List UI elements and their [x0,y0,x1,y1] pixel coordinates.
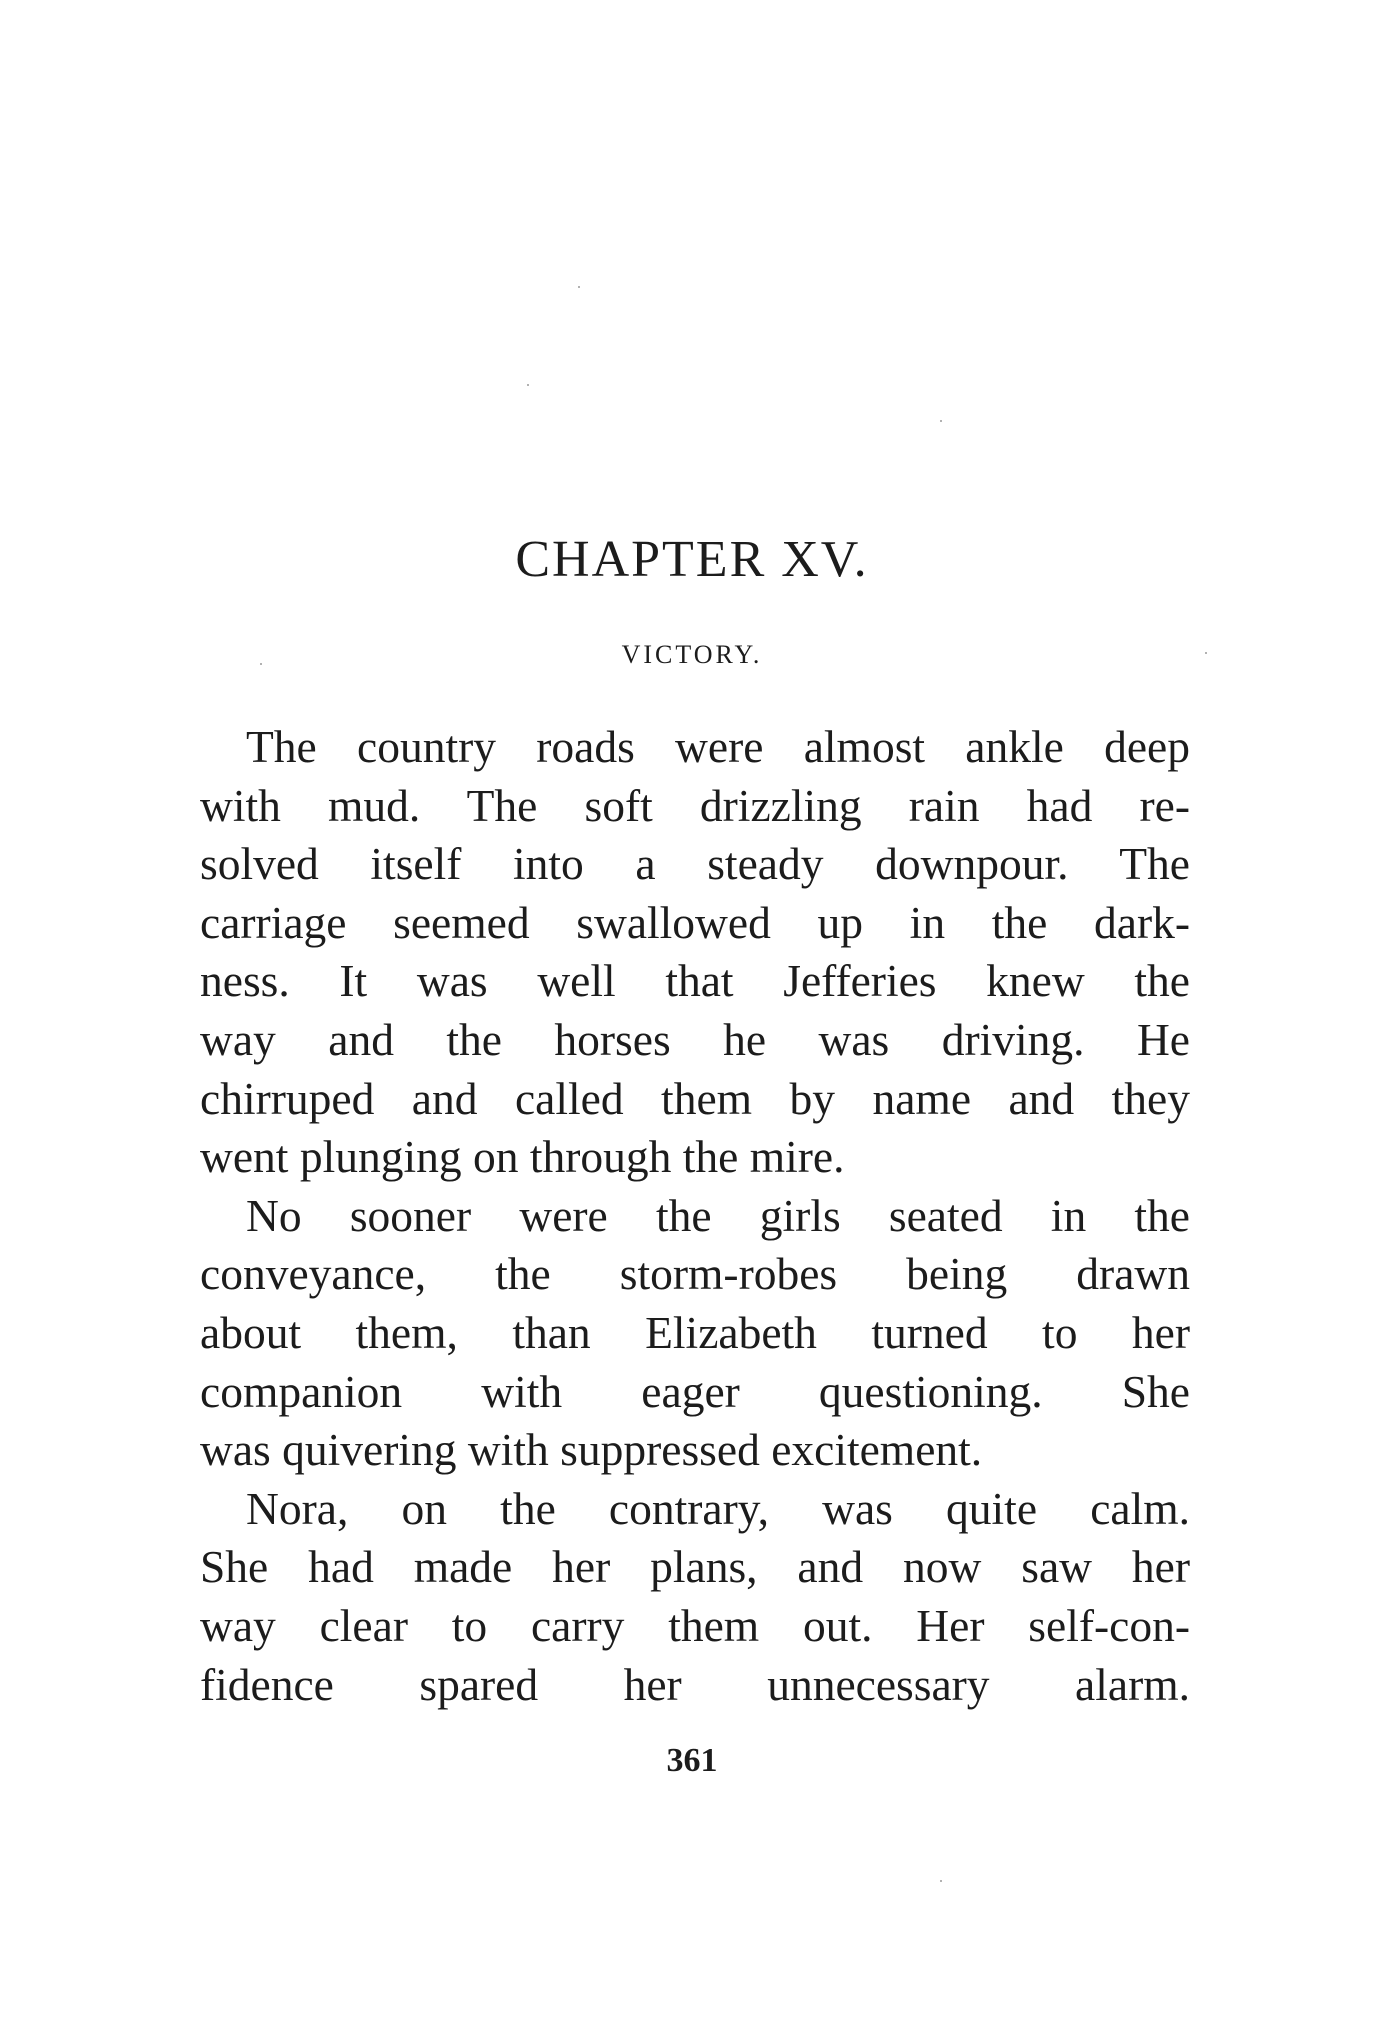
text-line: chirruped and called them by name and they [200,1072,1190,1124]
text-line: The country roads were almost ankle deep [246,721,1190,772]
text-line: about them, than Elizabeth turned to her [200,1306,1190,1358]
paragraph [200,1187,1190,1480]
text-line: way and the horses he was driving. He [200,1013,1190,1065]
text-line: She had made her plans, and now saw her [200,1541,1190,1593]
text-line: ness. It was well that Jefferies knew the [200,955,1190,1007]
chapter-subtitle: VICTORY. [621,640,763,669]
scan-speck [940,1880,942,1882]
paragraph [200,718,1190,1187]
page-number: 361 [666,1742,718,1779]
text-line: solved itself into a steady downpour. The [200,838,1190,890]
scan-speck [527,384,529,386]
text-line: conveyance, the storm-robes being drawn [200,1248,1190,1300]
text-line: with mud. The soft drizzling rain had re- [200,779,1190,831]
text-line: companion with eager questioning. She [200,1365,1190,1417]
scan-speck [1205,652,1207,654]
text-line: carriage seemed swallowed up in the dark- [200,896,1190,948]
text-line: way clear to carry them out. Her self-con- [200,1599,1190,1651]
scan-speck [578,286,580,288]
text-line: went plunging on through the mire. [200,1131,845,1183]
scan-speck [260,663,262,665]
scan-speck [940,420,942,422]
paragraph [200,1480,1190,1714]
text-line: No sooner were the girls seated in the [246,1189,1190,1241]
chapter-title: CHAPTER XV. [515,531,869,588]
body-text [200,718,1190,1714]
text-line: fidence spared her unnecessary alarm. [200,1658,1190,1710]
text-line: was quivering with suppressed excitement. [200,1424,983,1476]
text-line: Nora, on the contrary, was quite calm. [246,1482,1190,1534]
